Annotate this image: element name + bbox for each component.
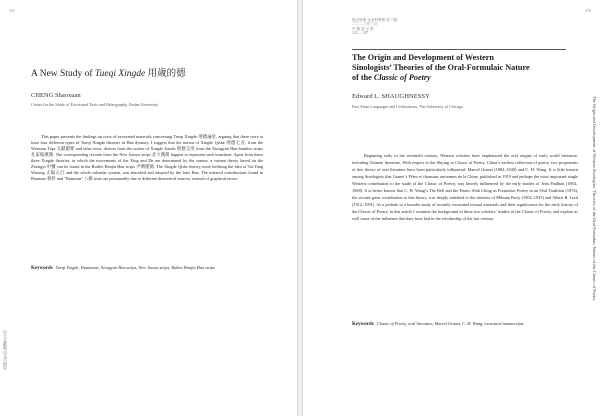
article-title <box>352 53 578 82</box>
author-name: Edward L. SHAUGHNESSY <box>352 93 430 100</box>
page-number: 131 <box>9 8 15 13</box>
article-title <box>31 69 271 80</box>
author-affiliation: East Asian Languages and Civilizations, The University of Chicago <box>352 104 463 109</box>
keywords <box>31 265 263 272</box>
author-affiliation: Center for the Study of Excavated Texts and Paleography, Fudan University <box>31 102 159 107</box>
journal-line: 二〇二三年三月 <box>352 22 378 27</box>
right-page <box>302 0 600 416</box>
title-line: Sinologists’ Theories of the Oral-Formulaic Nature <box>352 62 530 72</box>
page-number: 170 <box>585 8 591 13</box>
title-italic: Classic of Poetry <box>373 72 431 82</box>
title-suffix: 用歲的德 <box>145 69 186 79</box>
left-page <box>0 0 298 416</box>
abstract: Beginning early in the twentieth century, Western scholars have emphasized the oral origins of early world literature, including Chinese literature. With respect to the Shijing or Classic of Poetry, China’s earliest collection of poetry, two proponents of this theory of oral literature have been particularly influential: Marcel Granet (1884–1940) and C. H. Wang. It is little known among Sinologists that Granet’s Fêtes et chansons anciennes de la Chine, published in 1919 and perhaps the most important single Western contribution to the study of the Classic of Poetry, was heavily influenced by the early studies of Jean Paulhan (1884–1968). It is better known that C. H. Wang’s The Bell and the Drum: Shih Ching as Formulaic Poetry in an Oral Tradition (1974), the second great contribution to this theory, was deeply indebted to the theories of Milman Parry (1902–1935) and Albert B. Lord (1912–1991). As a prelude to a broader study of recently excavated textual materials and their significance for the early history of the Classic of Poetry, in this article I examine the background of these two scholars’ studies of the Classic of Poetry, and explore as well some of the influence that they have had in the scholarship of the last century. <box>352 153 578 222</box>
author-name: CHENG Shaoxuan <box>31 92 81 99</box>
keywords-text: Tueqi Xingde, Huainanzi, Xiongyan Han strips, New Jiaoyu strips, Ruibvi Hanjia Han strips <box>55 265 215 270</box>
title-line: The Origin and Development of Western <box>352 53 494 62</box>
title-prefix: of the <box>352 72 374 82</box>
title-prefix: A New Study of <box>31 69 95 79</box>
keywords <box>352 321 578 328</box>
running-title-spine: The Origin and Development of Western Sinologists’ Theories of the Oral-Formulaic Nature of the Classic of Poetry <box>592 96 597 301</box>
title-line <box>352 73 578 83</box>
journal-header <box>352 18 502 36</box>
journal-line: 復旦學報 社會科學版 第三期 <box>352 18 397 22</box>
keywords-label: Keywords <box>352 322 374 327</box>
abstract: This paper presents the findings on texts of excavated materials concerning Tueqi Xingde 刑德論星, arguing that there were at least four different types of Tueqi Xingde theories in Han dynasty. I suggest that the notion of Xingde Qishe 刑德七舍, from the Wenxian Tiqu 文獻題要 and other texts, derives from the notion of Xingde Jiaodu 刑德交度 from the Xiongyan Han bamboo strips 孔家坡漢簡. The corresponding records from the New Jiaoyu strips 北大漢簡 happen to represent such transition. Apart from these three Xingde theories, in which the movements of the Xing and De are determined by the season, a variant theory based on the Zhongyi 中醫 can be found in the Ruibvi Hanjia Han strips 尹灣漢簡. The Xingde Qishe theory, more befitting the idea of Tai Yang Wuxing 太陽五行 and the whole calendar system, was absorbed and adopted by the later Han. The inferred contributions found in Ruanzuo 軟鈴 and "Bamwan" 八維 texts are presumably due to different theoretical sources, instead of graphical errors. <box>31 134 263 182</box>
journal-line: 123 — 187 <box>352 31 369 36</box>
journal-line: 中 國 語 言 學 <box>352 26 374 31</box>
title-rule <box>352 49 566 50</box>
keywords-text: Classic of Poetry, oral literature, Marcel Granet, C. H. Wang, excavated manuscripts <box>376 321 524 326</box>
margin-note: 出土文獻與古文字研究 <box>3 330 8 370</box>
title-italic: Tueqi Xingde <box>94 69 146 79</box>
keywords-label: Keywords <box>31 266 53 271</box>
